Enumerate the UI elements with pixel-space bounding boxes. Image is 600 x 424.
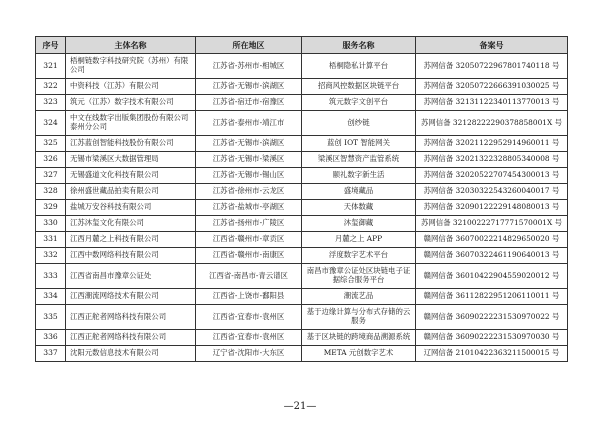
cell-service: 潮流艺品 (302, 289, 416, 305)
table-header-row (36, 37, 568, 54)
cell-seq: 335 (36, 305, 66, 330)
cell-record: 赣网信备 36010422904559020012 号 (416, 264, 568, 289)
cell-region: 江苏省-宿迁市-宿豫区 (196, 95, 302, 111)
table-row (36, 79, 568, 95)
cell-seq: 326 (36, 152, 66, 168)
header-region: 所在地区 (196, 37, 302, 54)
cell-record: 苏网信备 32021322328805340008 号 (416, 152, 568, 168)
cell-record: 苏网信备 32030322543260040017 号 (416, 184, 568, 200)
cell-entity: 中文在线数字出版集团股份有限公司泰州分公司 (66, 111, 196, 136)
cell-record: 苏网信备 32100222717771570001X 号 (416, 216, 568, 232)
cell-seq: 323 (36, 95, 66, 111)
table-row (36, 200, 568, 216)
table-row (36, 330, 568, 346)
cell-entity: 江苏沐玺文化有限公司 (66, 216, 196, 232)
cell-record: 赣网信备 36112822951206110011 号 (416, 289, 568, 305)
cell-region: 江苏省-徐州市-云龙区 (196, 184, 302, 200)
table-row (36, 216, 568, 232)
cell-service: 天体数藏 (302, 200, 416, 216)
table-row (36, 289, 568, 305)
table-row (36, 54, 568, 79)
cell-record: 苏网信备 32090122229148080013 号 (416, 200, 568, 216)
cell-seq: 327 (36, 168, 66, 184)
cell-region: 江苏省-无锡市-锡山区 (196, 168, 302, 184)
cell-seq: 322 (36, 79, 66, 95)
cell-entity: 江西中数网络科技有限公司 (66, 248, 196, 264)
cell-entity: 江西潮流网络技术有限公司 (66, 289, 196, 305)
page-number: —21— (283, 401, 317, 412)
cell-record: 苏网信备 32050722967801740118 号 (416, 54, 568, 79)
cell-entity: 江西省南昌市豫章公证处 (66, 264, 196, 289)
cell-entity: 江苏蓝创智能科技股份有限公司 (66, 136, 196, 152)
table-row (36, 184, 568, 200)
cell-service: META 元创数字艺术 (302, 346, 416, 362)
table-row (36, 111, 568, 136)
cell-seq: 337 (36, 346, 66, 362)
cell-entity: 筑元（江苏）数字技术有限公司 (66, 95, 196, 111)
registry-table (35, 36, 568, 362)
cell-entity: 江西正舵者网络科技有限公司 (66, 305, 196, 330)
cell-service: 颐礼数字新生活 (302, 168, 416, 184)
cell-entity: 江西正舵者网络科技有限公司 (66, 330, 196, 346)
cell-service: 创纱链 (302, 111, 416, 136)
cell-seq: 328 (36, 184, 66, 200)
cell-region: 江西省-宜春市-袁州区 (196, 330, 302, 346)
table-row (36, 248, 568, 264)
cell-entity: 徐州盛世藏品拍卖有限公司 (66, 184, 196, 200)
cell-service: 月麓之上 APP (302, 232, 416, 248)
table-row (36, 264, 568, 289)
cell-record: 赣网信备 36070022214829650020 号 (416, 232, 568, 248)
cell-seq: 330 (36, 216, 66, 232)
cell-region: 江苏省-盐城市-亭湖区 (196, 200, 302, 216)
cell-record: 苏网信备 32021122952914960011 号 (416, 136, 568, 152)
cell-region: 辽宁省-沈阳市-大东区 (196, 346, 302, 362)
cell-record: 赣网信备 36090222231530970022 号 (416, 305, 568, 330)
table-row (36, 95, 568, 111)
cell-service: 蓝创 IOT 智能网关 (302, 136, 416, 152)
cell-seq: 332 (36, 248, 66, 264)
table-row (36, 305, 568, 330)
cell-service: 梧桐隐私计算平台 (302, 54, 416, 79)
cell-service: 沐玺御藏 (302, 216, 416, 232)
cell-entity: 梧桐链数字科技研究院（苏州）有限公司 (66, 54, 196, 79)
cell-region: 江苏省-无锡市-梁溪区 (196, 152, 302, 168)
cell-seq: 331 (36, 232, 66, 248)
cell-region: 江苏省-苏州市-相城区 (196, 54, 302, 79)
table-row (36, 152, 568, 168)
cell-seq: 324 (36, 111, 66, 136)
header-record: 备案号 (416, 37, 568, 54)
cell-region: 江西省-上饶市-鄱阳县 (196, 289, 302, 305)
cell-region: 江苏省-无锡市-滨湖区 (196, 136, 302, 152)
cell-region: 江苏省-扬州市-广陵区 (196, 216, 302, 232)
cell-seq: 334 (36, 289, 66, 305)
cell-seq: 325 (36, 136, 66, 152)
cell-region: 江苏省-无锡市-滨湖区 (196, 79, 302, 95)
cell-service: 招商风控数据区块链平台 (302, 79, 416, 95)
cell-record: 赣网信备 36070322461190640013 号 (416, 248, 568, 264)
cell-record: 赣网信备 36090222231530970030 号 (416, 330, 568, 346)
cell-service: 筑元数字文创平台 (302, 95, 416, 111)
cell-entity: 中资科技（江苏）有限公司 (66, 79, 196, 95)
cell-entity: 无锡盛道文化科技有限公司 (66, 168, 196, 184)
cell-record: 苏网信备 32131122340113770013 号 (416, 95, 568, 111)
table-row (36, 346, 568, 362)
table-row (36, 168, 568, 184)
cell-seq: 336 (36, 330, 66, 346)
cell-region: 江西省-宜春市-袁州区 (196, 305, 302, 330)
cell-service: 盛境藏品 (302, 184, 416, 200)
cell-record: 苏网信备 32128222290378858001X 号 (416, 111, 568, 136)
cell-seq: 333 (36, 264, 66, 289)
cell-entity: 盐城万安谷科技有限公司 (66, 200, 196, 216)
cell-record: 辽网信备 21010422363211500015 号 (416, 346, 568, 362)
cell-region: 江西省-南昌市-青云谱区 (196, 264, 302, 289)
cell-seq: 321 (36, 54, 66, 79)
cell-service: 基于边缘计算与分布式存储的云服务 (302, 305, 416, 330)
cell-service: 南昌市豫章公证处区块链电子证据综合服务平台 (302, 264, 416, 289)
cell-service: 梁溪区智慧资产监管系统 (302, 152, 416, 168)
table-row (36, 136, 568, 152)
table-body (36, 54, 568, 362)
cell-record: 苏网信备 32020522707454300013 号 (416, 168, 568, 184)
cell-entity: 江西月麓之上科技有限公司 (66, 232, 196, 248)
cell-service: 浮度数字艺术平台 (302, 248, 416, 264)
cell-region: 江西省-赣州市-章贡区 (196, 232, 302, 248)
header-service: 服务名称 (302, 37, 416, 54)
cell-region: 江苏省-泰州市-靖江市 (196, 111, 302, 136)
cell-entity: 沈阳元数信息技术有限公司 (66, 346, 196, 362)
cell-seq: 329 (36, 200, 66, 216)
header-entity: 主体名称 (66, 37, 196, 54)
cell-record: 苏网信备 32050722666391030025 号 (416, 79, 568, 95)
header-seq: 序号 (36, 37, 66, 54)
cell-region: 江西省-赣州市-南康区 (196, 248, 302, 264)
cell-entity: 无锡市梁溪区大数据管理局 (66, 152, 196, 168)
cell-service: 基于区块链的跨境商品溯源系统 (302, 330, 416, 346)
table-row (36, 232, 568, 248)
